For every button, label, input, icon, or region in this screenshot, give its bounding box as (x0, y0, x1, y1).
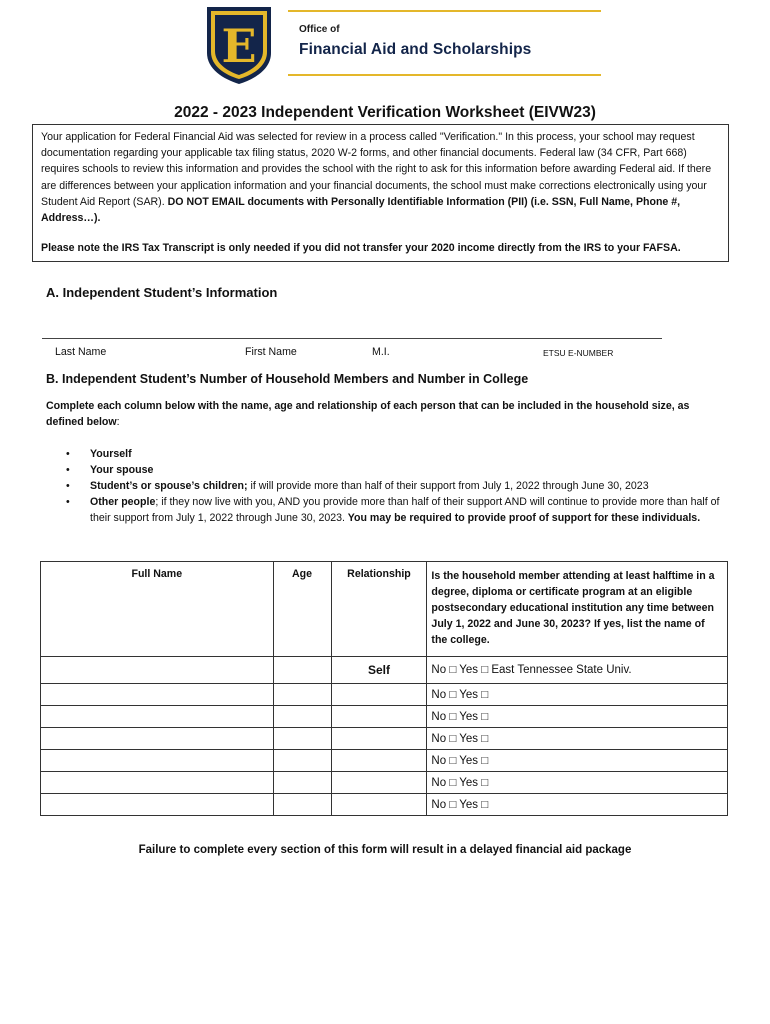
gold-divider-bottom (288, 74, 601, 76)
intro-paragraph (41, 129, 720, 226)
age-cell[interactable] (273, 684, 331, 706)
list-item (62, 462, 732, 478)
bullet-text: ; if they now live with you, AND you provide more than half of their support AND will continue to provide more than half of their support from July 1, 2022 through June 30, 2023. (90, 496, 720, 524)
office-of-label: Office of (299, 24, 340, 35)
household-definition-list (62, 446, 732, 526)
full-name-cell[interactable] (41, 706, 274, 728)
bullet-icon: • (66, 464, 70, 476)
first-name-label: First Name (245, 346, 297, 358)
age-header: Age (273, 562, 331, 657)
household-table (40, 561, 728, 816)
relationship-cell[interactable] (331, 772, 427, 794)
relationship-cell[interactable] (331, 794, 427, 816)
section-a-heading: A. Independent Student’s Information (46, 285, 278, 300)
table-row (41, 750, 728, 772)
age-cell[interactable] (273, 706, 331, 728)
irs-transcript-note: Please note the IRS Tax Transcript is only needed if you did not transfer your 2020 income directly from the IRS to your FAFSA. (41, 242, 681, 255)
attending-cell[interactable]: No □ Yes □ (427, 684, 728, 706)
age-cell[interactable] (273, 728, 331, 750)
office-header (288, 10, 601, 76)
relationship-header: Relationship (331, 562, 427, 657)
age-cell[interactable] (273, 657, 331, 684)
attending-cell[interactable]: No □ Yes □ (427, 728, 728, 750)
full-name-header: Full Name (41, 562, 274, 657)
bullet-icon: • (66, 448, 70, 460)
e-number-label: ETSU E-NUMBER (543, 348, 614, 358)
age-cell[interactable] (273, 794, 331, 816)
attending-college-header: Is the household member attending at least halftime in a degree, diploma or certificate program at an eligible postsecondary educational institution any time between July 1, 2022 and June 30, 2023? If yes, list the name of the college. (427, 562, 728, 657)
student-name-input-line[interactable] (42, 338, 662, 339)
relationship-cell[interactable] (331, 728, 427, 750)
list-item (62, 446, 732, 462)
attending-cell[interactable]: No □ Yes □ (427, 706, 728, 728)
full-name-cell[interactable] (41, 657, 274, 684)
table-row (41, 706, 728, 728)
table-header-row (41, 562, 728, 657)
bullet-bold: Other people (90, 496, 156, 508)
intro-bold-warning: DO NOT EMAIL documents with Personally Identifiable Information (PII) (i.e. SSN, Full Name, Phone #, Address…). (41, 195, 681, 225)
full-name-cell[interactable] (41, 728, 274, 750)
age-cell[interactable] (273, 750, 331, 772)
mi-label: M.I. (372, 346, 390, 358)
bullet-bold-tail: You may be required to provide proof of support for these individuals. (345, 512, 701, 524)
table-row (41, 684, 728, 706)
table-row (41, 772, 728, 794)
full-name-cell[interactable] (41, 772, 274, 794)
relationship-cell[interactable] (331, 750, 427, 772)
bullet-text: if will provide more than half of their support from July 1, 2022 through June 30, 2023 (247, 480, 649, 492)
list-item (62, 478, 732, 494)
attending-cell[interactable]: No □ Yes □ (427, 772, 728, 794)
bullet-icon: • (66, 480, 70, 492)
relationship-cell[interactable]: Self (331, 657, 427, 684)
gold-divider-top (288, 10, 601, 12)
etsu-shield-logo (205, 5, 273, 85)
list-item (62, 494, 732, 526)
instructions-bold: Complete each column below with the name, age and relationship of each person that can be included in the household size, as defined below (46, 400, 690, 428)
bullet-bold: Student’s or spouse’s children; (90, 480, 248, 492)
relationship-cell[interactable] (331, 684, 427, 706)
page-title: 2022 - 2023 Independent Verification Worksheet (EIVW23) (174, 104, 596, 121)
bullet-icon: • (66, 496, 70, 508)
footer-warning: Failure to complete every section of this form will result in a delayed financial aid package (138, 844, 632, 856)
bullet-bold: Your spouse (90, 464, 154, 476)
full-name-cell[interactable] (41, 684, 274, 706)
attending-cell[interactable]: No □ Yes □ (427, 750, 728, 772)
full-name-cell[interactable] (41, 794, 274, 816)
section-b-heading: B. Independent Student’s Number of Household Members and Number in College (46, 372, 529, 386)
age-cell[interactable] (273, 772, 331, 794)
intro-text: Your application for Federal Financial Aid was selected for review in a process called "Verification." In this process, your school may request documentation regarding your applicable tax filing status, 2020 W-2 forms, and other financial documents. Federal law (34 CFR, Part 668) requires schools to review this information and provides the school with the right to ask for this information before awarding Federal aid. If there are differences between your application information and your financial documents, the school must make corrections electronically using your Student Aid Report (SAR). (41, 131, 712, 208)
attending-cell[interactable]: No □ Yes □ East Tennessee State Univ. (427, 657, 728, 684)
section-b-instructions (46, 398, 726, 430)
bullet-bold: Yourself (90, 448, 132, 460)
last-name-label: Last Name (55, 346, 107, 358)
relationship-cell[interactable] (331, 706, 427, 728)
table-row (41, 657, 728, 684)
office-name: Financial Aid and Scholarships (299, 41, 532, 58)
table-row (41, 728, 728, 750)
full-name-cell[interactable] (41, 750, 274, 772)
table-row (41, 794, 728, 816)
logo-letter: E (221, 19, 257, 73)
instructions-tail: : (116, 416, 120, 428)
attending-cell[interactable]: No □ Yes □ (427, 794, 728, 816)
intro-box (32, 124, 729, 262)
